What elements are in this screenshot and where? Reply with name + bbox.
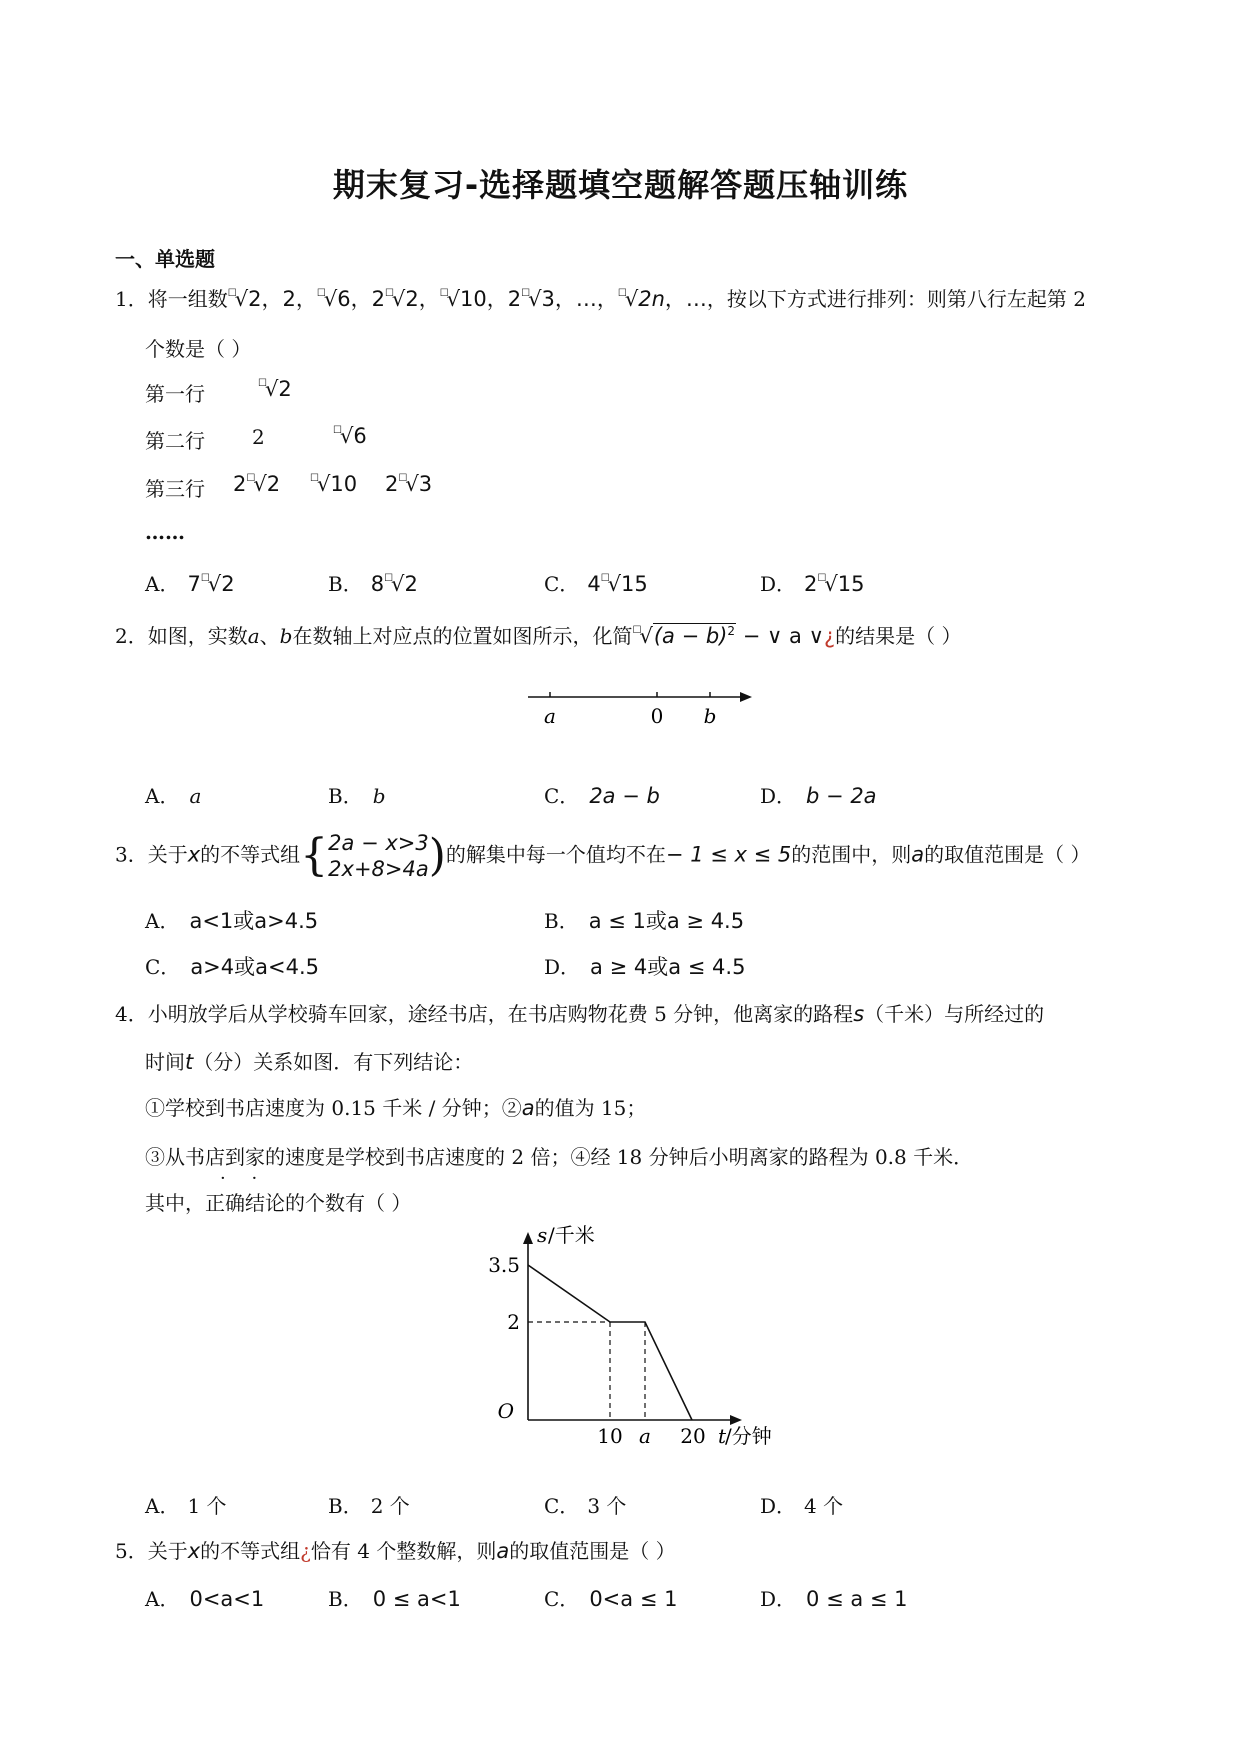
expression: $^☐√(a - b)^2$ − ∨ a ∨¿ [632,624,836,648]
option-a: A． a<1或a>4.5 [145,909,319,933]
radical: ☐√6 [316,287,351,311]
y-axis-var: s [537,1223,548,1247]
radical: ☐√3 [521,287,555,311]
option-b: B． b [328,784,386,808]
radical: ☐√2 [227,287,262,311]
x-axis-var: t [718,1424,727,1448]
question-4-line-2: 时间t（分）关系如图．有下列结论： [145,1050,474,1074]
x-tick: a [639,1424,651,1448]
row-1-item: ☐√2 [258,377,292,401]
question-4-line-5: 其中，正确结论的个数有（ ） [145,1191,412,1215]
option-a: A． a [145,784,202,808]
radical: ☐√10 [439,287,487,311]
inequality-system: 2a − x>3 2x+8>4a [328,831,429,881]
option-d: D． a ≥ 4或a ≤ 4.5 [544,955,746,979]
question-number: 3． [115,842,148,867]
question-4-line-1: 4．小明放学后从学校骑车回家，途经书店，在书店购物花费 5 分钟，他离家的路程s（千米）与所经过的 [115,1002,1045,1026]
option-a: A． 7☐√2 [145,572,235,596]
row-ellipsis: …… [145,520,185,544]
question-number: 4． [115,1002,148,1026]
row-3-item: 2☐√2 [233,472,281,496]
option-a: A． 0<a<1 [145,1587,265,1611]
number-line [520,685,760,745]
axis-label-a: a [544,704,556,728]
option-c: C． 4☐√15 [544,572,648,596]
row-2-item: ☐√6 [333,424,367,448]
origin-label: O [497,1399,514,1423]
option-d: D． 2☐√15 [760,572,865,596]
question-1-line-2: 个数是（ ） [145,337,252,361]
radical: ☐√2 [384,287,419,311]
option-d: D． 0 ≤ a ≤ 1 [760,1587,908,1611]
question-number: 2． [115,624,148,648]
x-tick: 20 [680,1424,706,1448]
question-4-line-4: ③从书店到家的速度是学校到书店速度的 2 倍；④经 18 分钟后小明离家的路程为 0.8 千米． [145,1145,974,1169]
option-d: D． 4 个 [760,1494,844,1518]
question-3-line-1: 3．关于x的不等式组{2a − x>3 2x+8>4a)的解集中每一个值均不在− 1 ≤ x ≤ 5的范围中，则a的取值范围是（ ） [115,830,1091,881]
option-b: B． 0 ≤ a<1 [328,1587,461,1611]
row-3-item: ☐√10 [310,472,358,496]
option-d: D． b − 2a [760,784,877,808]
option-c: C． 2a − b [544,784,660,808]
axis-label-b: b [703,704,717,728]
row-2-label: 第二行 [145,429,205,453]
row-1-label: 第一行 [145,382,205,406]
row-3-item: 2☐√3 [385,472,433,496]
axis-label-zero: 0 [650,704,664,728]
option-b: B． 8☐√2 [328,572,418,596]
x-tick: 10 [597,1424,623,1448]
page-title: 期末复习-选择题填空题解答题压轴训练 [332,166,909,204]
option-c: C． a>4或a<4.5 [145,955,319,979]
option-a: A． 1 个 [145,1494,227,1518]
radical: ☐√2n [617,287,665,311]
question-number: 1． [115,287,148,311]
option-c: C． 0<a ≤ 1 [544,1587,678,1611]
row-2-item: 2 [252,425,265,449]
question-4-line-3: ①学校到书店速度为 0.15 千米 / 分钟；②a的值为 15； [145,1096,647,1120]
number-sequence: ☐√2，2，☐√6，2☐√2，☐√10，2☐√3，…，☐√2n，… [227,287,707,311]
question-number: 5． [115,1539,148,1563]
y-tick: 3.5 [488,1253,520,1277]
question-2-line-1: 2．如图，实数a、b在数轴上对应点的位置如图所示，化简$^☐√(a - b)^2$ − ∨ a ∨¿的结果是（ ） [115,624,962,648]
row-3-label: 第三行 [145,477,205,501]
y-axis-unit: /千米 [548,1223,595,1247]
question-text: 将一组数 [147,287,228,311]
distance-time-graph [480,1220,800,1450]
y-tick: 2 [507,1310,520,1334]
emphasis-dots: · · [220,1168,268,1189]
question-1-line-1 [115,283,1086,313]
option-c: C． 3 个 [544,1494,627,1518]
option-b: B． a ≤ 1或a ≥ 4.5 [544,909,745,933]
x-axis-unit: /分钟 [725,1424,772,1448]
question-text: ，按以下方式进行排列：则第八行左起第 2 [706,287,1087,311]
question-5-line-1: 5．关于x的不等式组¿恰有 4 个整数解，则a的取值范围是（ ） [115,1539,676,1563]
section-heading: 一、单选题 [115,247,215,271]
option-b: B． 2 个 [328,1494,410,1518]
